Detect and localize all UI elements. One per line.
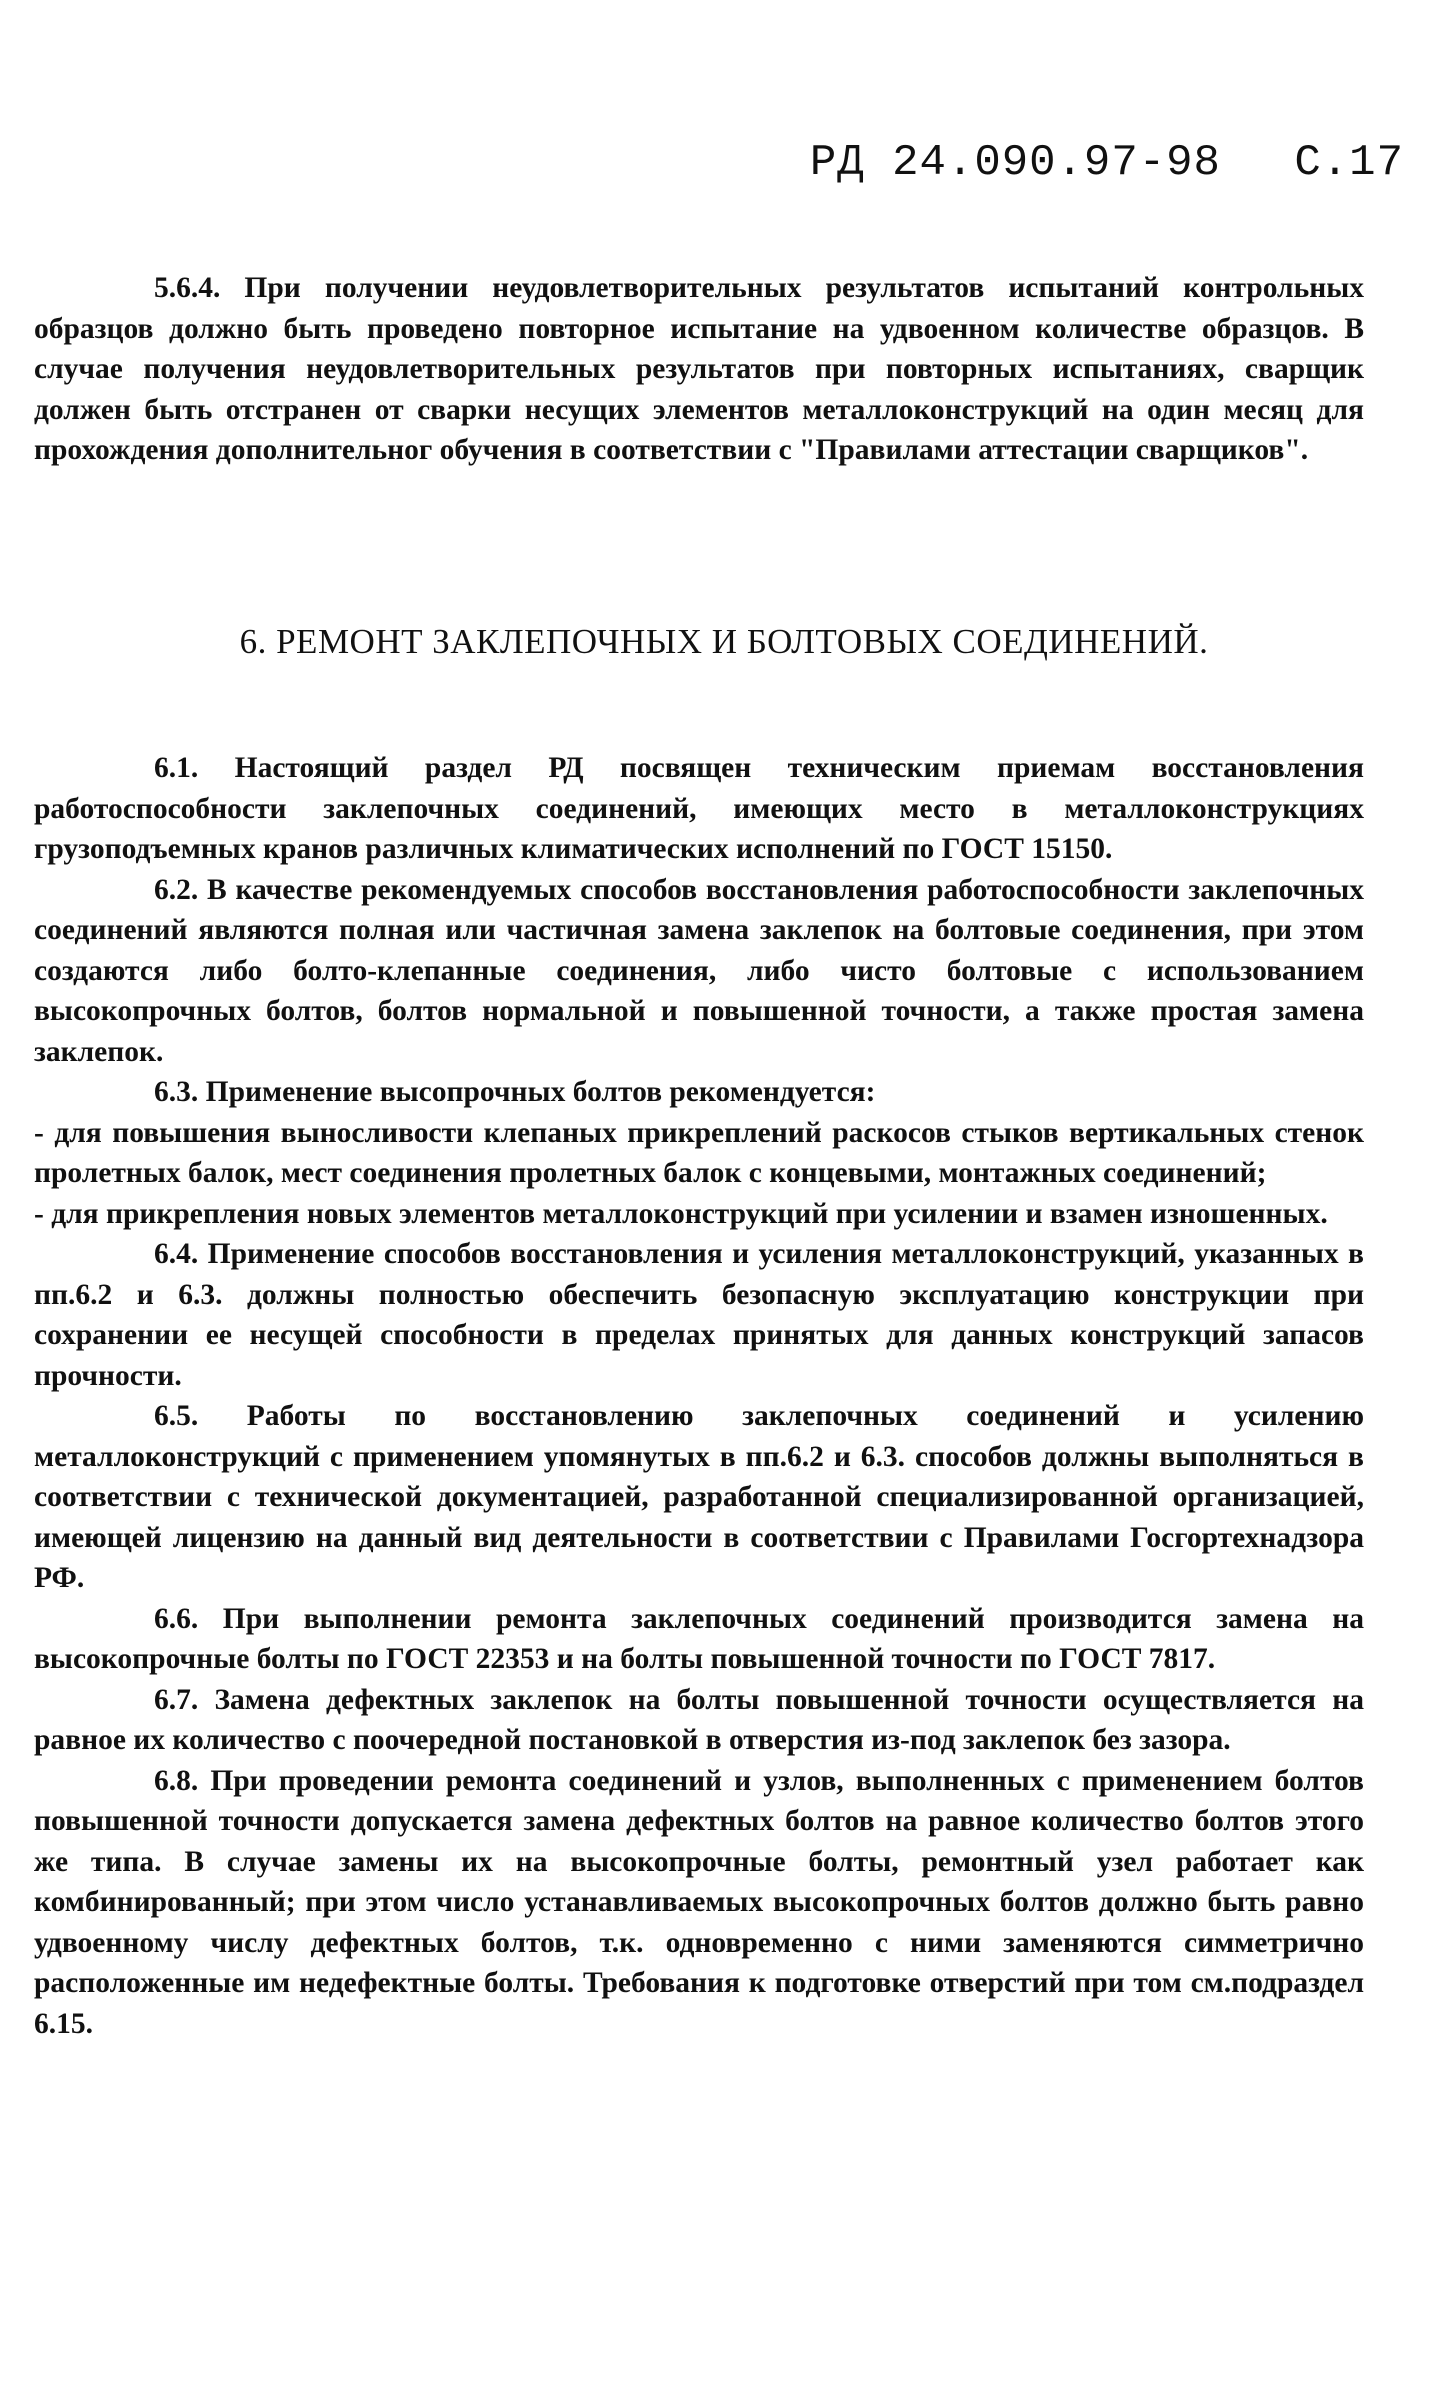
clause-6-3-item-2: - для прикрепления новых элементов металлоконструкций при усилении и взамен изношенных. [34,1197,1328,1230]
page-number: С.17 [1294,138,1404,188]
clause-6-8: 6.8. При проведении ремонта соединений и узлов, выполненных с применением болтов повышенной точности допускается замена дефектных болтов на равное количество болтов этого же типа. В случае замены их на высокопрочные болты, ремонтный узел работает как комбинированный; при этом число устанавливаемых высокопрочных болтов должно быть равно удвоенному числу дефектных болтов, т.к. одновременно с ними заменяются симметрично расположенные им недефектные болты. Требования к подготовке отверстий при том см.подраздел 6.15. [34,1764,1364,2040]
clause-6-3-item-1: - для повышения выносливости клепаных прикреплений раскосов стыков вертикальных стенок пролетных балок, мест соединения пролетных балок с концевыми, монтажных соединений; [34,1116,1364,1189]
clause-6-2: 6.2. В качестве рекомендуемых способов восстановления работоспособности заклепочных соединений являются полная или частичная замена заклепок на болтовые соединения, при этом создаются либо болто-клепанные соединения, либо чисто болтовые с использованием высокопрочных болтов, болтов нормальной и повышенной точности, а также простая замена заклепок. [34,873,1364,1068]
clause-6-6: 6.6. При выполнении ремонта заклепочных соединений производится замена на высокопрочные болты по ГОСТ 22353 и на болты повышенной точности по ГОСТ 7817. [34,1602,1364,1675]
clause-5-6-4: 5.6.4. При получении неудовлетворительных результатов испытаний контрольных образцов должно быть проведено повторное испытание на удвоенном количестве образцов. В случае получения неудовлетворительных результатов при повторных испытаниях, сварщик должен быть отстранен от сварки несущих элементов металлоконструкций на один месяц для прохождения дополнительног обучения в соответствии с "Правилами аттестации сварщиков". [34,272,1364,466]
clause-6-4: 6.4. Применение способов восстановления и усиления металлоконструкций, указанных в пп.6.2 и 6.3. должны полностью обеспечить безопасную эксплуатацию конструкции при сохранении ее несущей способности в пределах принятых для данных конструкций запасов прочности. [34,1238,1364,1392]
clause-5-6-4-block [34,268,1364,471]
clause-6-3: 6.3. Применение высопрочных болтов рекомендуется: [154,1076,876,1108]
section-title: 6. РЕМОНТ ЗАКЛЕПОЧНЫХ И БОЛТОВЫХ СОЕДИНЕНИЙ. [239,622,1209,661]
page-header [810,138,1404,188]
section-6-body [34,748,1364,2044]
clause-6-1: 6.1. Настоящий раздел РД посвящен техническим приемам восстановления работоспособности заклепочных соединений, имеющих место в металлоконструкциях грузоподъемных кранов различных климатических исполнений по ГОСТ 15150. [34,752,1364,865]
clause-6-7: 6.7. Замена дефектных заклепок на болты повышенной точности осуществляется на равное их количество с поочередной постановкой в отверстия из-под заклепок без зазора. [34,1683,1364,1756]
clause-6-5: 6.5. Работы по восстановлению заклепочных соединений и усилению металлоконструкций с применением упомянутых в пп.6.2 и 6.3. способов должны выполняться в соответствии с технической документацией, разработанной специализированной организацией, имеющей лицензию на данный вид деятельности в соответствии с Правилами Госгортехнадзора РФ. [34,1400,1364,1594]
document-code: РД 24.090.97-98 [809,138,1221,188]
